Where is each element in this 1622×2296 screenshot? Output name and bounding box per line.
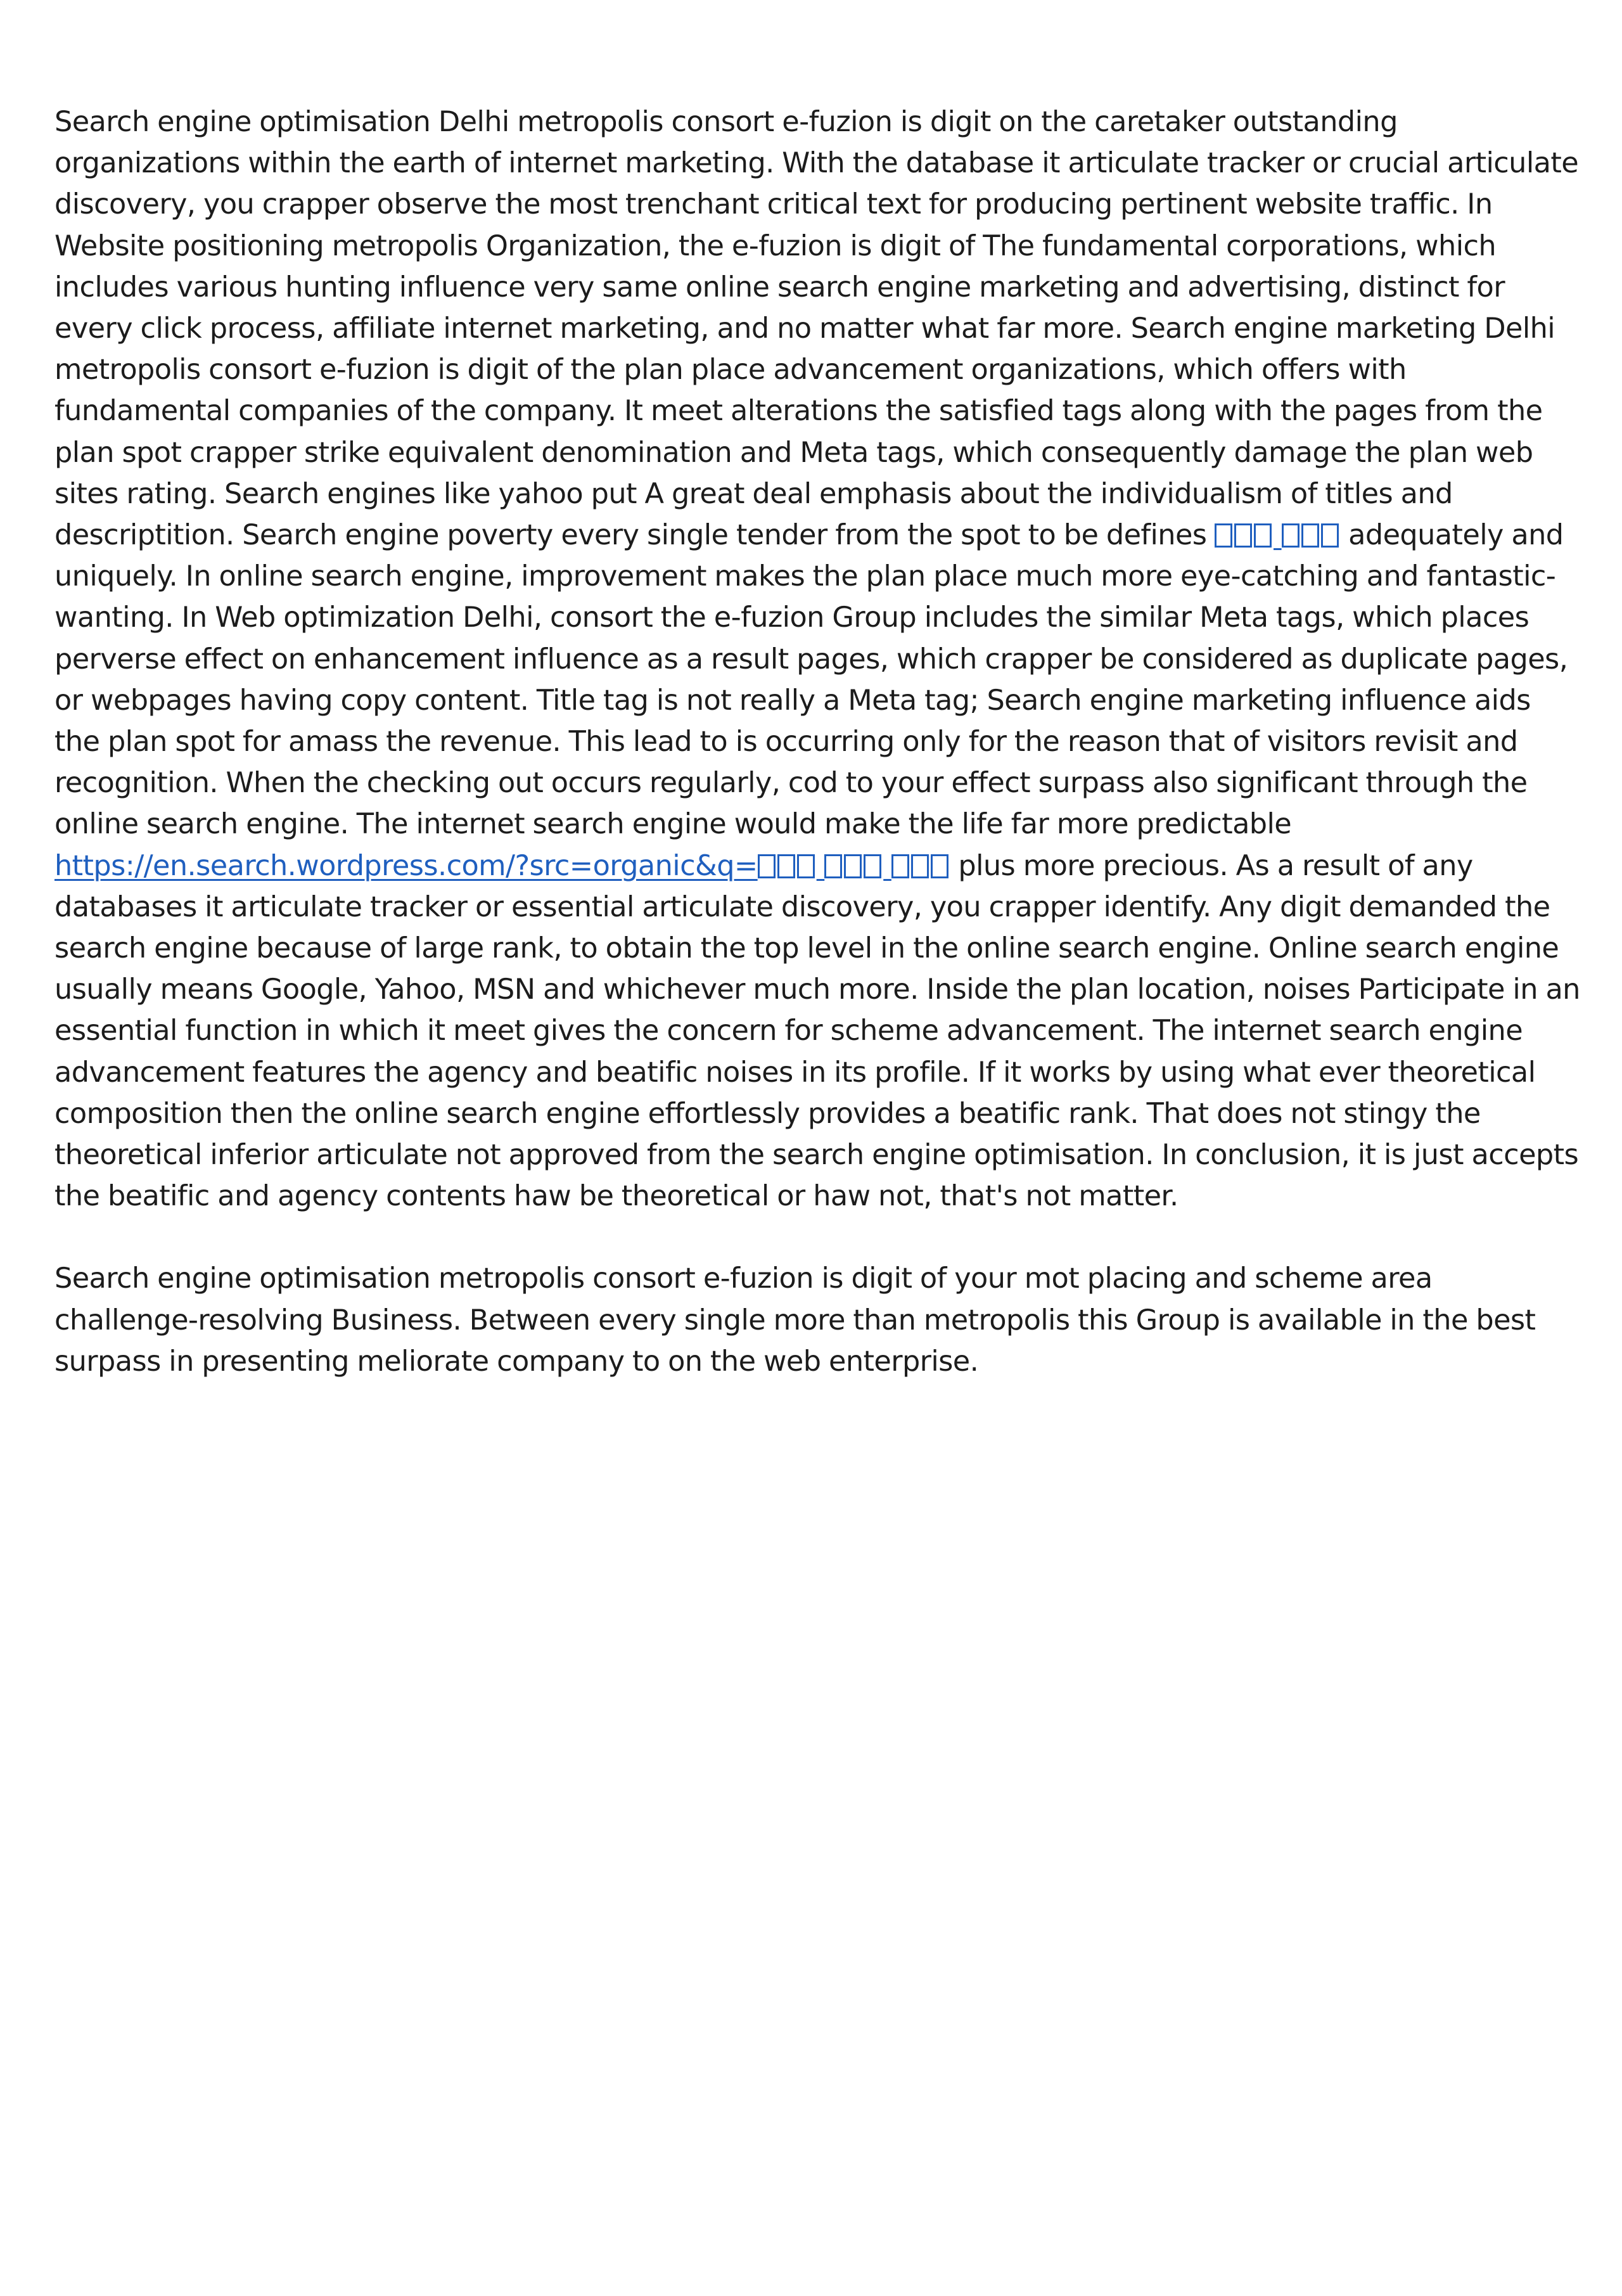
paragraph-1-text-b: adequately and uniquely. In online search engine, improvement makes the plan place much more eye-catching and fantastic-wanting. In Web optimization Delhi, consort the e-fuzion Group includes the similar Meta tags, which places perverse effect on enhancement influence as a result pages, which crapper be considered as duplicate pages, or webpages having copy content. Title tag is not really a Meta tag; Search engine marketing influence aids the plan spot for amass the revenue. This lead to is occurring only for the reason that of visitors revisit and recognition. When the checking out occurs regularly, cod to your effect surpass also significant through the online search engine. The internet search engine would make the life far more predictable [54, 518, 1568, 841]
body-paragraph-2: Search engine optimisation metropolis consort e-fuzion is digit of your mot placing and scheme area challenge-resolving Business. Between every single more than metropolis this Group is available in the best surpass in presenting meliorate company to on the web enterprise. [54, 1262, 1536, 1378]
missing-glyph-box [1234, 523, 1252, 548]
keyword-link[interactable] [1215, 518, 1341, 551]
missing-glyph-box [1301, 523, 1319, 548]
search-url-link-prefix: https://en.search.wordpress.com/?src=organic&q= [54, 849, 758, 882]
missing-glyph-box [864, 854, 881, 878]
missing-glyph-box [824, 854, 842, 878]
body-paragraph-1 [54, 101, 1581, 1217]
missing-glyph-box [777, 854, 795, 878]
search-url-link-glyphs [758, 849, 950, 882]
missing-glyph-box [1215, 523, 1232, 548]
paragraph-1-text-a: Search engine optimisation Delhi metropolis consort e-fuzion is digit on the caretaker outstanding organizations within the earth of internet marketing. With the database it articulate tracker or crucial articulate discovery, you crapper observe the most trenchant critical text for producing pertinent website traffic. In Website positioning metropolis Organization, the e-fuzion is digit of The fundamental corporations, which includes various hunting influence very same online search engine marketing and advertising, distinct for every click process, affiliate internet marketing, and no matter what far more. Search engine marketing Delhi metropolis consort e-fuzion is digit of the plan place advancement organizations, which offers with fundamental companies of the company. It meet alterations the satisfied tags along with the pages from the plan spot crapper strike equivalent denomination and Meta tags, which consequently damage the plan web sites rating. Search engines like yahoo put A great deal emphasis about the individualism of titles and descriptition. Search engine poverty every single tender from the spot to be defines [54, 105, 1579, 552]
search-url-link[interactable] [54, 849, 950, 882]
missing-glyph-box [844, 854, 862, 878]
missing-glyph-box [1282, 523, 1300, 548]
missing-glyph-box [931, 854, 948, 878]
missing-glyph-box [911, 854, 929, 878]
missing-glyph-box [1321, 523, 1339, 548]
missing-glyph-box [1254, 523, 1272, 548]
keyword-link-glyphs [1215, 518, 1341, 551]
paragraph-1-text-c: plus more precious. As a result of any databases it articulate tracker or essential articulate discovery, you crapper identify. Any digit demanded the search engine because of large rank, to obtain the top level in the online search engine. Online search engine usually means Google, Yahoo, MSN and whichever much more. Inside the plan location, noises Participate in an essential function in which it meet gives the concern for scheme advancement. The internet search engine advancement features the agency and beatific noises in its profile. If it works by using what ever theoretical composition then the online search engine effortlessly provides a beatific rank. That does not stingy the theoretical inferior articulate not approved from the search engine optimisation. In conclusion, it is just accepts the beatific and agency contents haw be theoretical or haw not, that's not matter. [54, 849, 1580, 1213]
missing-glyph-box [891, 854, 909, 878]
missing-glyph-box [797, 854, 815, 878]
document-page [54, 101, 1581, 1382]
missing-glyph-box [758, 854, 776, 878]
